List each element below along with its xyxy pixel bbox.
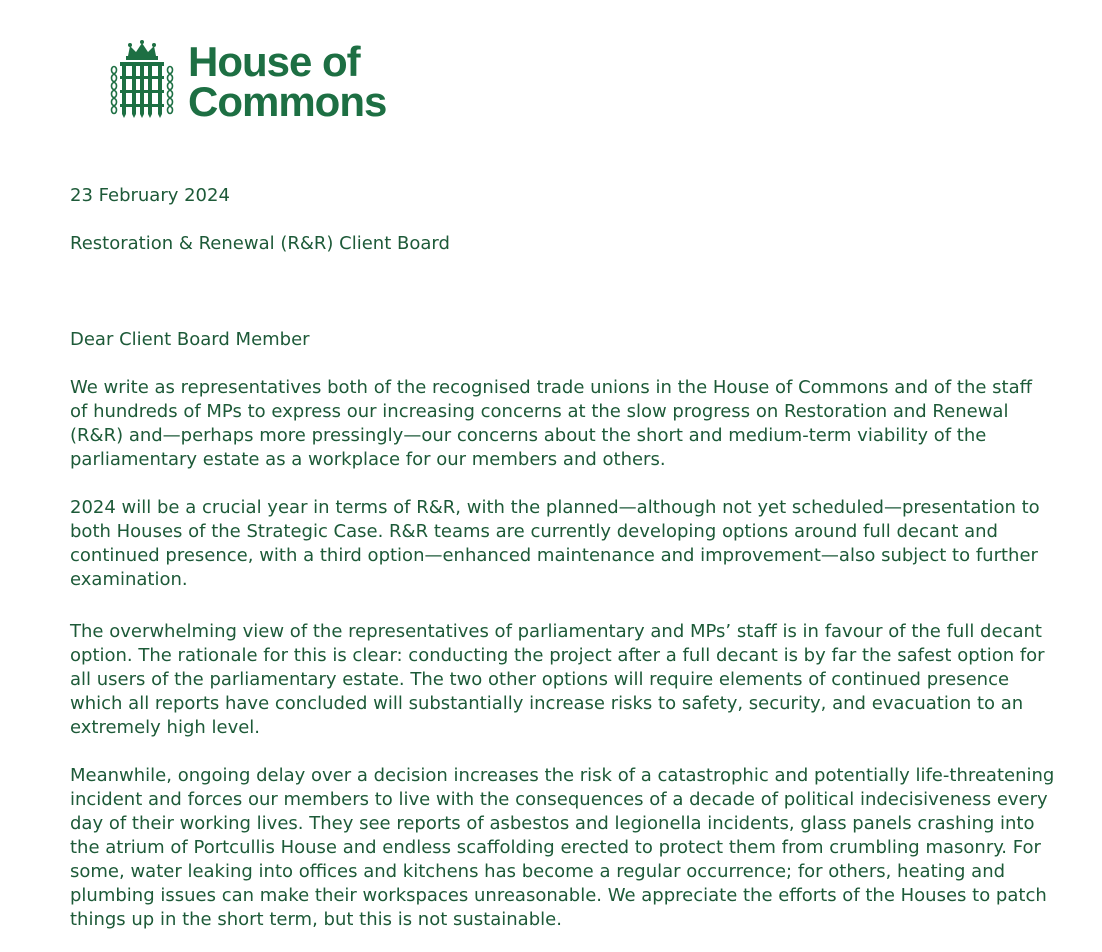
paragraph-line: (R&R) and—perhaps more pressingly—our concerns about the short and medium-term viability of the — [70, 425, 987, 446]
body-paragraph — [70, 620, 1045, 740]
paragraph-line: both Houses of the Strategic Case. R&R teams are currently developing options around full decant and — [70, 521, 998, 542]
paragraph-line: examination. — [70, 569, 188, 590]
letter-date: 23 February 2024 — [70, 185, 230, 206]
org-name-line: House of — [188, 38, 360, 85]
paragraph-line: some, water leaking into offices and kitchens has become a regular occurrence; for others, heating and — [70, 861, 1006, 882]
org-name-line: Commons — [188, 78, 387, 125]
paragraph-line: plumbing issues can make their workspaces unreasonable. We appreciate the efforts of the Houses to patch — [70, 885, 1047, 906]
letterhead-logo — [110, 38, 400, 125]
paragraph-line: all users of the parliamentary estate. The two other options will require elements of continued presence — [70, 669, 1010, 690]
paragraph-line: incident and forces our members to live with the consequences of a decade of political indecisiveness every — [70, 789, 1048, 810]
portcullis-crown-icon — [110, 40, 174, 118]
paragraph-line: which all reports have concluded will substantially increase risks to safety, security, and evacuation to an — [70, 693, 1024, 714]
paragraph-line: Meanwhile, ongoing delay over a decision increases the risk of a catastrophic and potentially life-threatening — [70, 765, 1055, 786]
paragraph-line: things up in the short term, but this is not sustainable. — [70, 909, 562, 930]
body-paragraph — [70, 764, 1054, 932]
paragraph-line: day of their working lives. They see reports of asbestos and legionella incidents, glass panels crashing into — [70, 813, 1035, 834]
paragraph-line: 2024 will be a crucial year in terms of R&R, with the planned—although not yet scheduled—presentation to — [70, 497, 1040, 518]
recipient-line: Restoration & Renewal (R&R) Client Board — [70, 233, 450, 254]
paragraph-line: continued presence, with a third option—enhanced maintenance and improvement—also subject to further — [70, 545, 1038, 566]
salutation: Dear Client Board Member — [70, 329, 310, 350]
paragraph-line: option. The rationale for this is clear: conducting the project after a full decant is by far the safest option for — [70, 645, 1045, 666]
body-paragraph — [70, 376, 1032, 472]
paragraph-line: We write as representatives both of the recognised trade unions in the House of Commons and of the staff — [70, 377, 1033, 398]
body-paragraph — [70, 496, 1040, 592]
paragraph-line: The overwhelming view of the representatives of parliamentary and MPs’ staff is in favour of the full decant — [70, 621, 1042, 642]
paragraph-line: of hundreds of MPs to express our increasing concerns at the slow progress on Restoration and Renewal — [70, 401, 1009, 422]
paragraph-line: the atrium of Portcullis House and endless scaffolding erected to protect them from crumbling masonry. For — [70, 837, 1041, 858]
org-name — [188, 38, 387, 125]
paragraph-line: extremely high level. — [70, 717, 261, 738]
paragraph-line: parliamentary estate as a workplace for our members and others. — [70, 449, 666, 470]
